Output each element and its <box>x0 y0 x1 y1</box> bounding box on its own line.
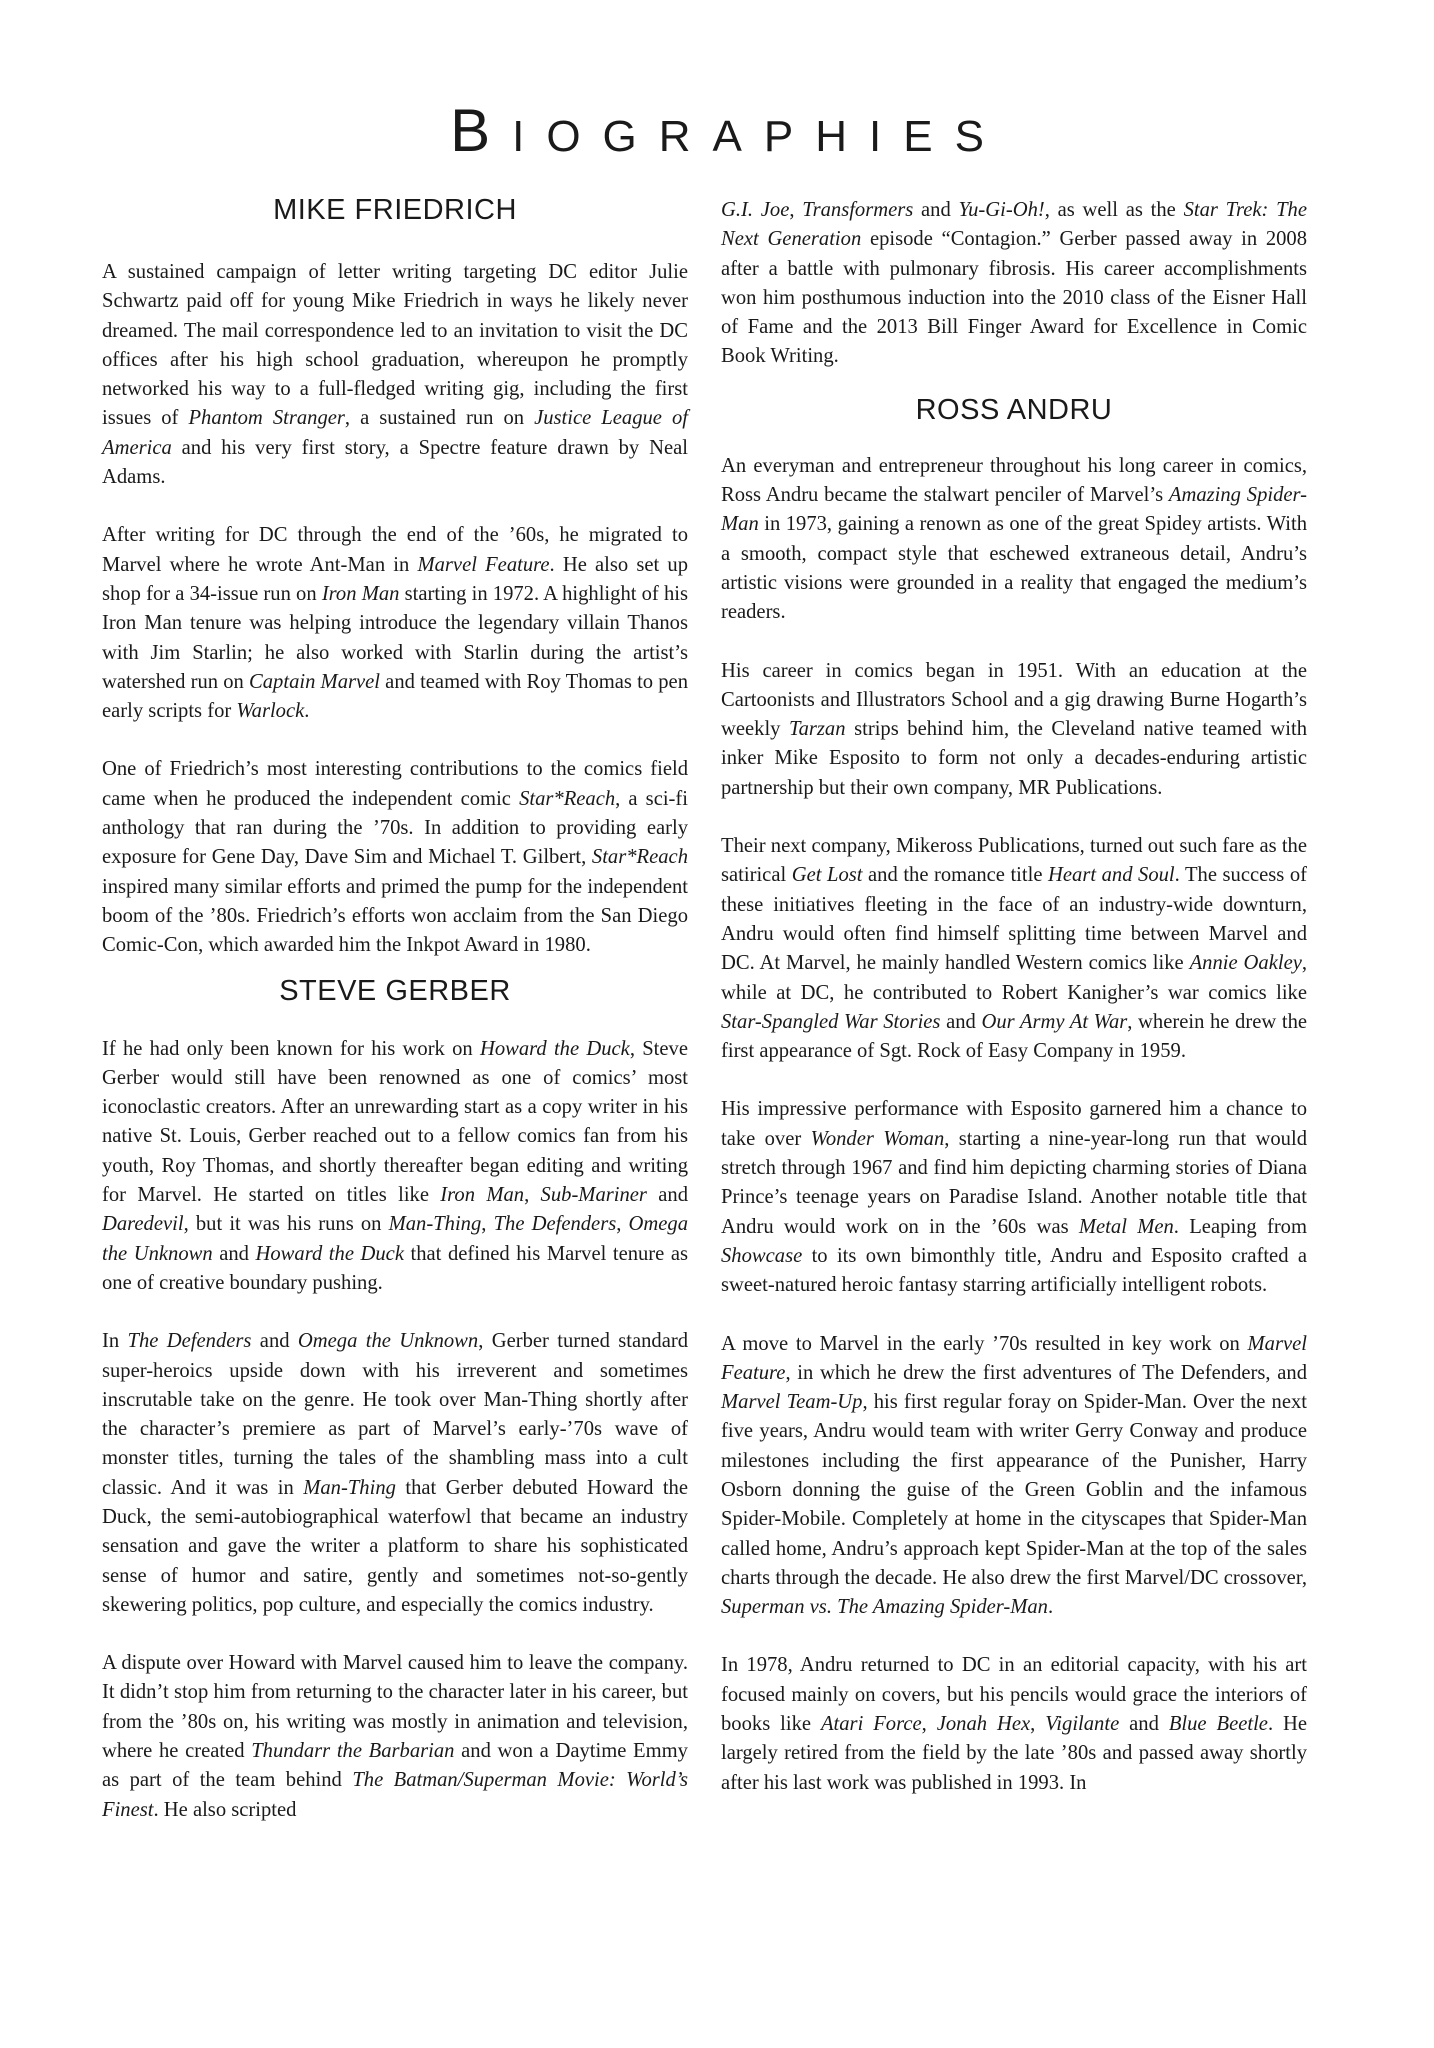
left-column <box>102 196 688 1825</box>
paragraph: His career in comics began in 1951. With an education at the Cartoonists and Illustrators School and a gig drawing Burne Hogarth’s weekly Tarzan strips behind him, the Cleveland native teamed with inker Mike Esposito to form not only a decades-enduring artistic partnership but their own company, MR Publications. <box>721 659 1307 799</box>
paragraph: In The Defenders and Omega the Unknown, Gerber turned standard super-heroics upside down with his irreverent and sometimes inscrutable take on the genre. He took over Man-Thing shortly after the character’s premiere as part of Marvel’s early-’70s wave of monster titles, turning the tales of the shambling mass into a cult classic. And it was in Man-Thing that Gerber debuted Howard the Duck, the semi-autobiographical waterfowl that became an industry sensation and gave the writer a platform to share his sophisticated sense of humor and satire, gently and sometimes not-so-gently skewering politics, pop culture, and especially the comics industry. <box>102 1330 689 1616</box>
paragraph: An everyman and entrepreneur throughout his long career in comics, Ross Andru became the stalwart penciler of Marvel’s Amazing Spider-Man in 1973, gaining a renown as one of the great Spidey artists. With a smooth, compact style that eschewed extraneous detail, Andru’s artistic visions were grounded in a reality that engaged the medium’s readers. <box>721 454 1307 624</box>
paragraph-continuation: G.I. Joe, Transformers and Yu-Gi-Oh!, as well as the Star Trek: The Next Generation episode “Contagion.” Gerber passed away in 2008 after a battle with pulmonary fibrosis. His career accomplishments won him posthumous induction into the 2010 class of the Eisner Hall of Fame and the 2013 Bill Finger Award for Excellence in Comic Book Writing. <box>721 199 1308 368</box>
section-heading-gerber: STEVE GERBER <box>279 974 511 1007</box>
paragraph: Their next company, Mikeross Publications, turned out such fare as the satirical Get Lost and the romance title Heart and Soul. The success of these initiatives fleeting in the face of an industry-wide downturn, Andru would often find himself splitting time between Marvel and DC. At Marvel, he mainly handled Western comics like Annie Oakley, while at DC, he contributed to Robert Kanigher’s war comics like Star-Spangled War Stories and Our Army At War, wherein he drew the first appearance of Sgt. Rock of Easy Company in 1959. <box>721 835 1308 1063</box>
right-column <box>721 196 1307 1798</box>
paragraph: If he had only been known for his work on Howard the Duck, Steve Gerber would still have been renowned as one of comics’ most iconoclastic creators. After an unrewarding start as a copy writer in his native St. Louis, Gerber reached out to a fellow comics fan from his youth, Roy Thomas, and shortly thereafter began editing and writing for Marvel. He started on titles like Iron Man, Sub-Mariner and Daredevil, but it was his runs on Man-Thing, The Defenders, Omega the Unknown and Howard the Duck that defined his Marvel tenure as one of creative boundary pushing. <box>102 1037 689 1294</box>
paragraph: One of Friedrich’s most interesting contributions to the comics field came when he produced the independent comic Star*Reach, a sci-fi anthology that ran during the ’70s. In addition to providing early exposure for Gene Day, Dave Sim and Michael T. Gilbert, Star*Reach inspired many similar efforts and primed the pump for the independent boom of the ’80s. Friedrich’s efforts won acclaim from the San Diego Comic-Con, which awarded him the Inkpot Award in 1980. <box>102 758 688 957</box>
section-heading-andru: ROSS ANDRU <box>915 393 1113 426</box>
paragraph: In 1978, Andru returned to DC in an editorial capacity, with his art focused mainly on covers, but his pencils would grace the interiors of books like Atari Force, Jonah Hex, Vigilante and Blue Beetle. He largely retired from the field by the late ’80s and passed away shortly after his last work was published in 1993. In <box>721 1654 1308 1794</box>
paragraph: A sustained campaign of letter writing targeting DC editor Julie Schwartz paid off for young Mike Friedrich in ways he likely never dreamed. The mail correspondence led to an invitation to visit the DC offices after his high school graduation, whereupon he promptly networked his way to a full-fledged writing gig, including the first issues of Phantom Stranger, a sustained run on Justice League of America and his very first story, a Spectre feature drawn by Neal Adams. <box>102 261 688 489</box>
page-title: BIOGRAPHIES <box>450 97 1006 164</box>
paragraph: After writing for DC through the end of the ’60s, he migrated to Marvel where he wrote Ant-Man in Marvel Feature. He also set up shop for a 34-issue run on Iron Man starting in 1972. A highlight of his Iron Man tenure was helping introduce the legendary villain Thanos with Jim Starlin; he also worked with Starlin during the artist’s watershed run on Captain Marvel and teamed with Roy Thomas to pen early scripts for Warlock. <box>102 524 689 723</box>
paragraph: A move to Marvel in the early ’70s resulted in key work on Marvel Feature, in which he drew the first adventures of The Defenders, and Marvel Team-Up, his first regular foray on Spider-Man. Over the next five years, Andru would team with writer Gerry Conway and produce milestones including the first appearance of the Punisher, Harry Osborn donning the guise of the Green Goblin and the infamous Spider-Mobile. Completely at home in the cityscapes that Spider-Man called home, Andru’s approach kept Spider-Man at the top of the sales charts through the decade. He also drew the first Marvel/DC crossover, Superman vs. The Amazing Spider-Man. <box>721 1332 1307 1619</box>
paragraph: His impressive performance with Esposito garnered him a chance to take over Wonder Woman, starting a nine-year-long run that would stretch through 1967 and find him depicting charming stories of Diana Prince’s teenage years on Paradise Island. Another notable title that Andru would work on in the ’60s was Metal Men. Leaping from Showcase to its own bimonthly title, Andru and Esposito crafted a sweet-natured heroic fantasy starring artificially intelligent robots. <box>721 1098 1307 1297</box>
section-heading-friedrich: MIKE FRIEDRICH <box>273 194 517 226</box>
paragraph-continued: A dispute over Howard with Marvel caused him to leave the company. It didn’t stop him from returning to the character later in his career, but from the ’80s on, his writing was mostly in animation and television, where he created Thundarr the Barbarian and won a Daytime Emmy as part of the team behind The Batman/Superman Movie: World’s Finest. He also scripted <box>102 1652 688 1821</box>
